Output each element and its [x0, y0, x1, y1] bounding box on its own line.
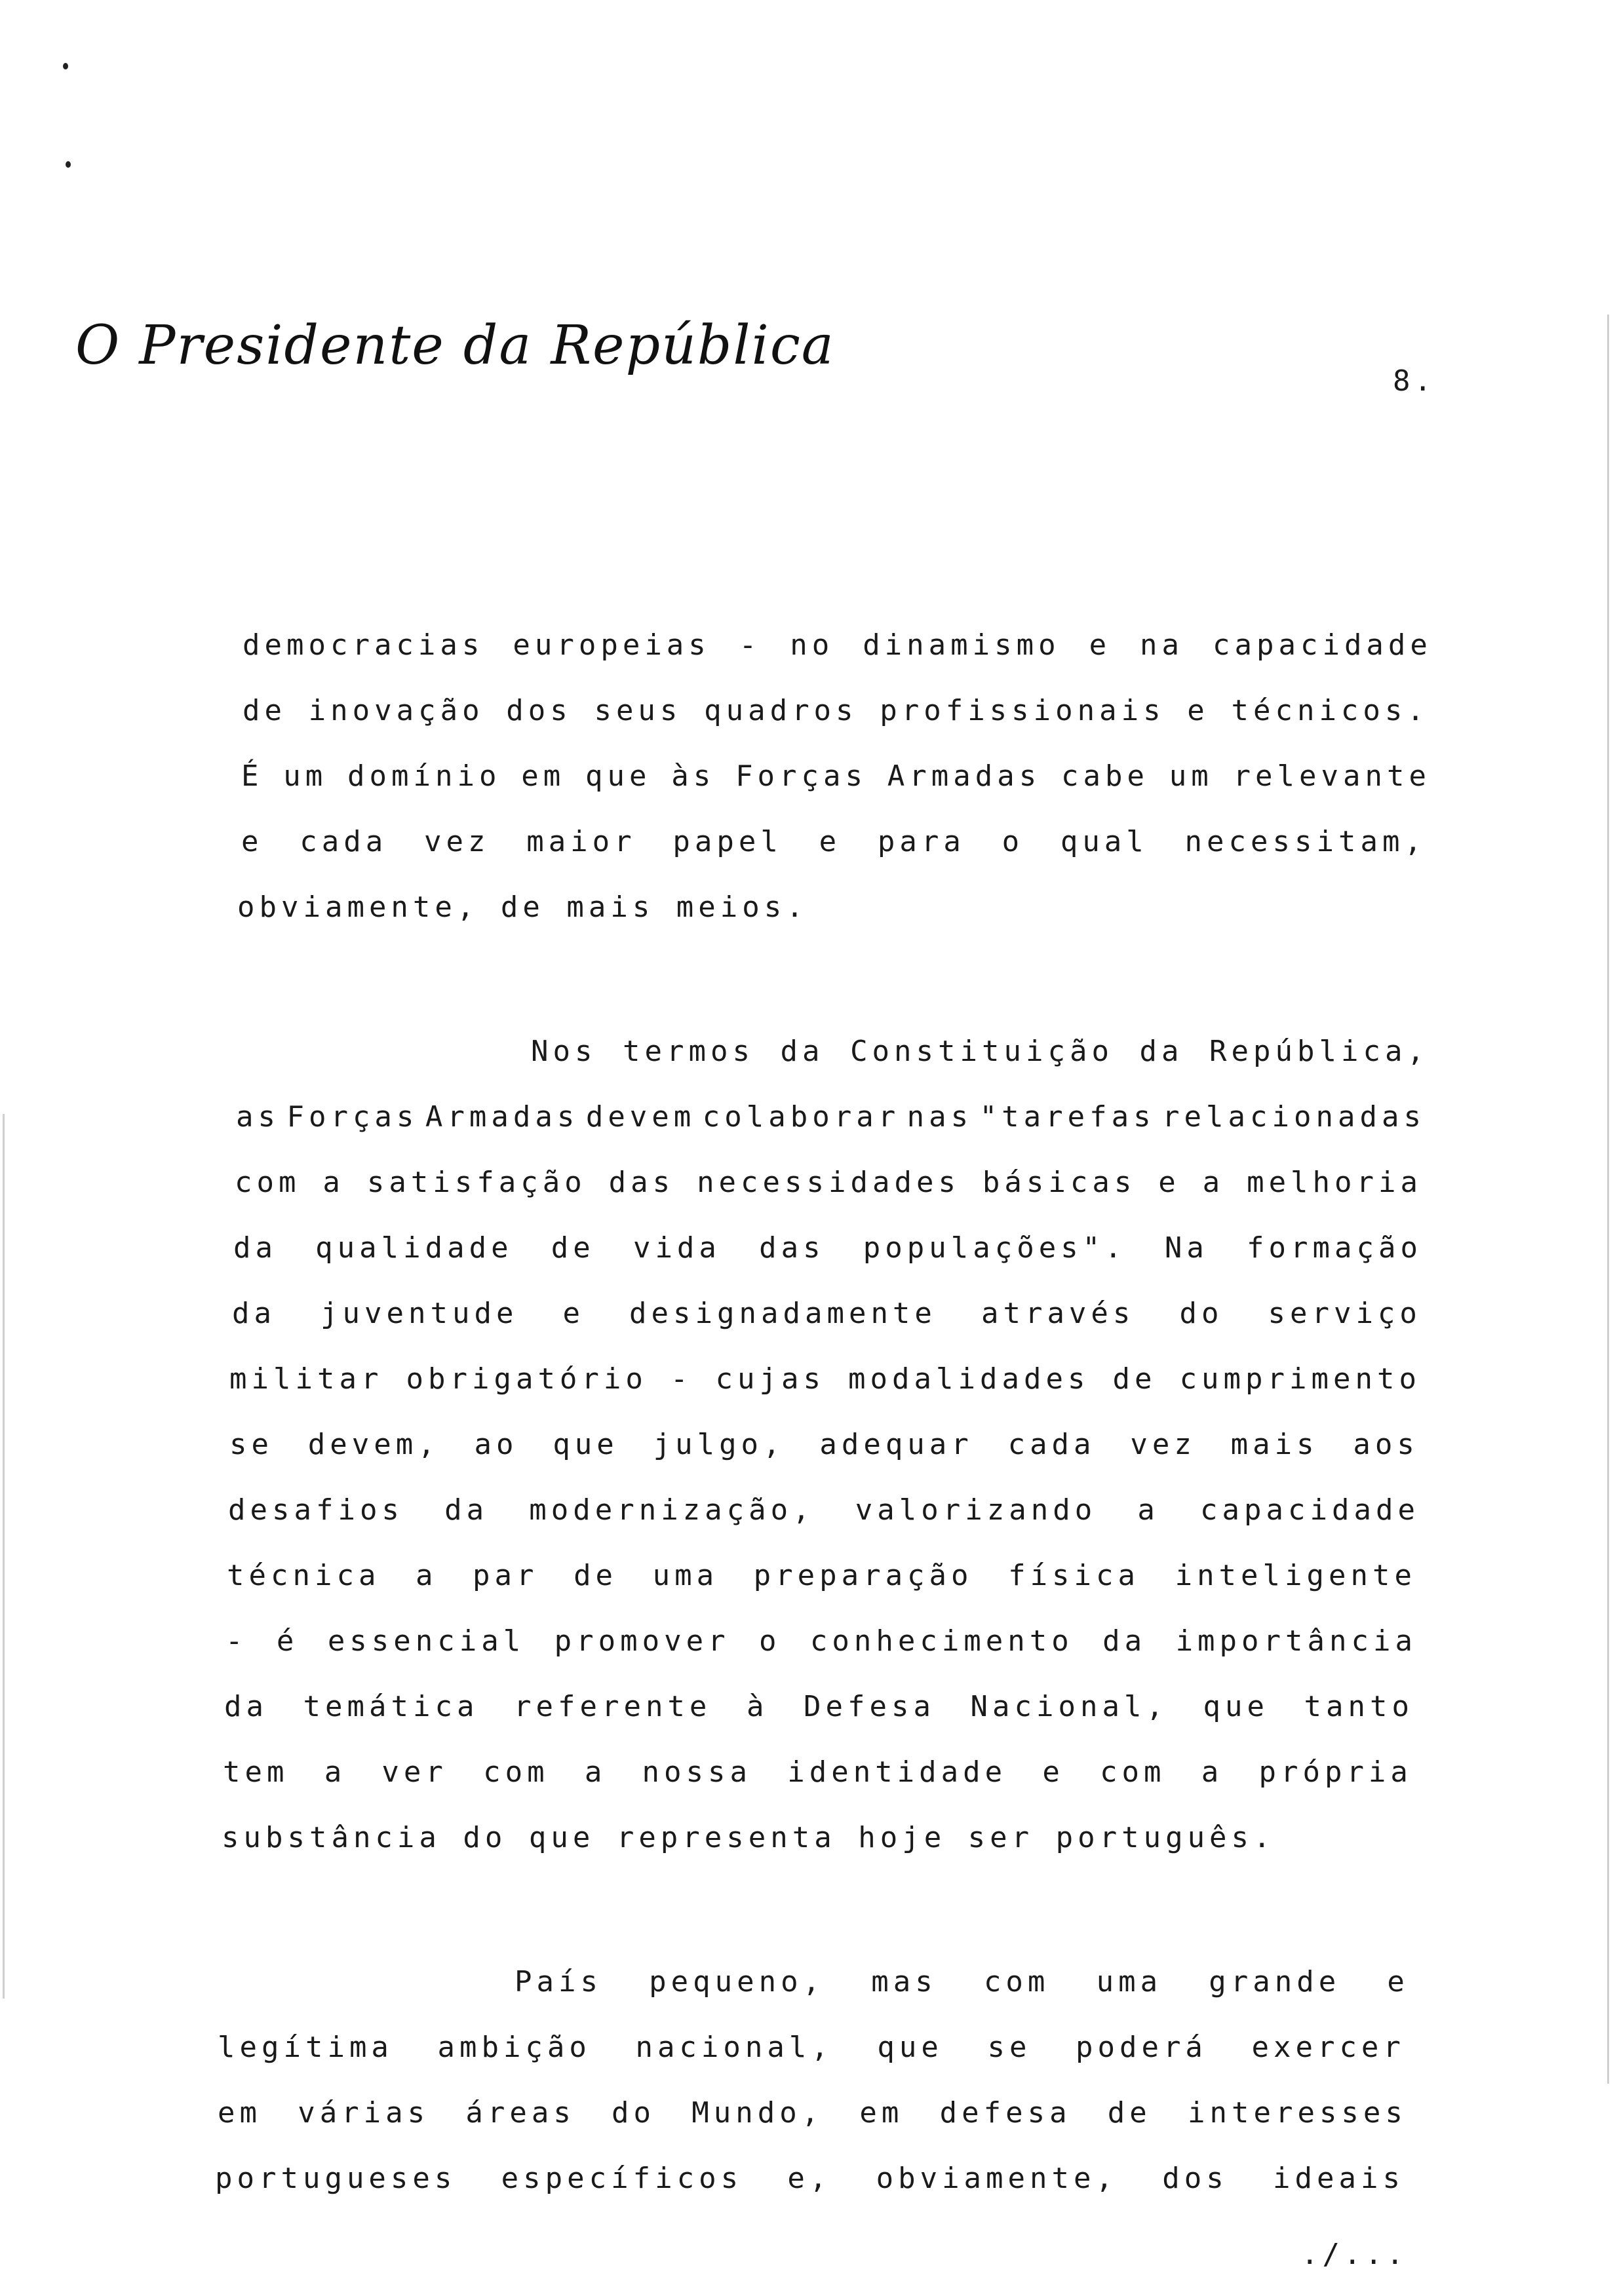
- word: desafios: [228, 1493, 404, 1527]
- word: a: [584, 1755, 607, 1789]
- word: as: [236, 1100, 280, 1134]
- text-line: obviamente, de mais meios.: [237, 890, 808, 924]
- word: par: [473, 1559, 539, 1592]
- word: nacional,: [635, 2031, 833, 2064]
- word: tem: [223, 1755, 289, 1789]
- word: É: [241, 759, 263, 793]
- word: à: [746, 1690, 769, 1723]
- word: a: [1201, 1755, 1224, 1789]
- word: Forças: [286, 1100, 419, 1134]
- word: às: [671, 759, 716, 793]
- text-line: [225, 1622, 1417, 1661]
- word: e: [1158, 1166, 1180, 1199]
- text-line: [531, 1032, 1429, 1071]
- word: importância: [1175, 1624, 1417, 1658]
- word: técnica: [227, 1559, 381, 1592]
- text-line: [241, 822, 1426, 862]
- word: -: [225, 1624, 248, 1658]
- word: a: [324, 1755, 347, 1789]
- word: própria: [1258, 1755, 1412, 1789]
- word: com: [483, 1755, 549, 1789]
- word: identidade: [787, 1755, 1007, 1789]
- word: devem,: [307, 1428, 440, 1461]
- text-line: [218, 2094, 1407, 2133]
- word: tanto: [1304, 1690, 1414, 1723]
- word: Constituição: [850, 1035, 1114, 1068]
- text-line: [223, 1753, 1412, 1792]
- word: obviamente,: [876, 2162, 1118, 2195]
- word: dos: [1162, 2162, 1228, 2195]
- word: necessitam,: [1184, 825, 1426, 858]
- word: temática: [303, 1690, 479, 1723]
- word: em: [218, 2096, 262, 2130]
- word: na: [1140, 628, 1184, 662]
- word: e: [1089, 628, 1112, 662]
- word: relevante: [1233, 759, 1431, 793]
- word: julgo,: [653, 1428, 785, 1461]
- text-line: [232, 1294, 1422, 1333]
- word: em: [859, 2096, 904, 2130]
- word: da: [1102, 1624, 1147, 1658]
- word: um: [283, 759, 328, 793]
- text-line: [215, 2159, 1405, 2198]
- text-line: [229, 1425, 1419, 1464]
- word: áreas: [465, 2096, 575, 2130]
- page-number: 8.: [1393, 364, 1435, 398]
- word: relacionadas: [1162, 1100, 1426, 1134]
- word: defesa: [939, 2096, 1072, 2130]
- word: designadamente: [629, 1297, 937, 1330]
- word: cada: [300, 825, 388, 858]
- word: seus: [594, 694, 682, 727]
- word: formação: [1247, 1231, 1422, 1265]
- word: da: [1139, 1035, 1184, 1068]
- word: cabe: [1061, 759, 1149, 793]
- word: em: [521, 759, 566, 793]
- word: serviço: [1268, 1297, 1422, 1330]
- word: e: [562, 1297, 585, 1330]
- word: europeias: [513, 628, 710, 662]
- word: domínio: [347, 759, 501, 793]
- word: colaborar: [702, 1100, 901, 1134]
- word: com: [1100, 1755, 1166, 1789]
- word: da: [233, 1231, 277, 1265]
- margin-mark: [66, 161, 71, 168]
- word: maior: [526, 825, 636, 858]
- word: nas: [906, 1100, 973, 1134]
- word: Forças: [735, 759, 868, 793]
- word: satisfação: [366, 1166, 587, 1199]
- text-line: [235, 1163, 1422, 1202]
- word: legítima: [218, 2031, 393, 2064]
- scan-edge-line: [3, 1114, 5, 1999]
- word: é: [276, 1624, 299, 1658]
- word: necessidades: [697, 1166, 960, 1199]
- word: interesses: [1188, 2096, 1407, 2130]
- word: exercer: [1251, 2031, 1405, 2064]
- word: referente: [514, 1690, 712, 1723]
- scan-edge-line: [1607, 315, 1609, 2084]
- word: das: [759, 1231, 825, 1265]
- word: nossa: [642, 1755, 752, 1789]
- word: técnicos.: [1231, 694, 1429, 727]
- word: a: [415, 1559, 438, 1592]
- text-line: [218, 2028, 1405, 2067]
- word: se: [987, 2031, 1032, 2064]
- text-line: [241, 757, 1431, 796]
- word: a: [1202, 1166, 1225, 1199]
- word: Na: [1164, 1231, 1209, 1265]
- word: a: [1137, 1493, 1159, 1527]
- word: uma: [652, 1559, 719, 1592]
- word: inteligente: [1175, 1559, 1416, 1592]
- text-line: [243, 626, 1432, 665]
- word: de: [574, 1559, 618, 1592]
- word: termos: [623, 1035, 754, 1068]
- word: modalidades: [848, 1362, 1090, 1396]
- word: vez: [423, 825, 490, 858]
- word: -: [739, 628, 762, 662]
- word: militar: [229, 1362, 383, 1396]
- word: essencial: [327, 1624, 526, 1658]
- word: cumprimento: [1179, 1362, 1421, 1396]
- word: que: [553, 1428, 619, 1461]
- word: portugueses: [215, 2162, 457, 2195]
- word: de: [1107, 2096, 1152, 2130]
- word: valorizando: [855, 1493, 1097, 1527]
- word: profissionais: [880, 694, 1165, 727]
- word: e: [241, 825, 263, 858]
- word: dos: [506, 694, 572, 727]
- word: papel: [672, 825, 783, 858]
- word: República,: [1209, 1035, 1429, 1068]
- word: capacidade: [1200, 1493, 1420, 1527]
- word: ideais: [1273, 2162, 1405, 2195]
- word: -: [670, 1362, 693, 1396]
- word: da: [444, 1493, 489, 1527]
- word: e: [1387, 1965, 1409, 1999]
- word: específicos: [501, 2162, 743, 2195]
- text-line: [228, 1491, 1420, 1530]
- word: no: [790, 628, 834, 662]
- word: do: [1179, 1297, 1224, 1330]
- text-line: [229, 1360, 1421, 1399]
- continuation-mark: ./...: [1301, 2238, 1408, 2271]
- text-line: [227, 1556, 1416, 1596]
- word: mas: [871, 1965, 937, 1999]
- word: Defesa: [804, 1690, 935, 1723]
- word: a: [322, 1166, 345, 1199]
- word: promover: [554, 1624, 730, 1658]
- word: da: [232, 1297, 276, 1330]
- word: para: [877, 825, 965, 858]
- word: dinamismo: [863, 628, 1060, 662]
- text-line: [224, 1687, 1414, 1727]
- word: modernização,: [529, 1493, 815, 1527]
- word: de: [1112, 1362, 1157, 1396]
- word: preparação: [753, 1559, 973, 1592]
- word: da: [780, 1035, 825, 1068]
- word: populações".: [863, 1231, 1127, 1265]
- word: que: [585, 759, 652, 793]
- word: obrigatório: [406, 1362, 648, 1396]
- word: e: [1187, 694, 1209, 727]
- text-line: [233, 1229, 1422, 1268]
- word: o: [758, 1624, 781, 1658]
- margin-mark: [63, 63, 68, 69]
- word: ao: [474, 1428, 518, 1461]
- word: adequar: [819, 1428, 973, 1461]
- word: "tarefas: [979, 1100, 1156, 1134]
- word: com: [235, 1166, 301, 1199]
- word: da: [224, 1690, 268, 1723]
- word: melhoria: [1247, 1166, 1422, 1199]
- word: Mundo,: [691, 2096, 824, 2130]
- word: inovação: [308, 694, 484, 727]
- word: Armadas: [887, 759, 1041, 793]
- word: ambição: [437, 2031, 591, 2064]
- word: País: [515, 1965, 602, 1999]
- word: e: [1042, 1755, 1064, 1789]
- word: várias: [298, 2096, 430, 2130]
- word: democracias: [243, 628, 484, 662]
- word: qualidade: [315, 1231, 513, 1265]
- word: aos: [1353, 1428, 1419, 1461]
- word: mais: [1230, 1428, 1319, 1461]
- word: e: [819, 825, 842, 858]
- word: conhecimento: [809, 1624, 1074, 1658]
- word: o: [1002, 825, 1024, 858]
- word: qual: [1060, 825, 1148, 858]
- word: Nos: [531, 1035, 597, 1068]
- text-line: substância do que representa hoje ser português.: [222, 1821, 1275, 1854]
- word: poderá: [1075, 2031, 1207, 2064]
- word: juventude: [321, 1297, 518, 1330]
- word: devem: [585, 1100, 696, 1134]
- word: quadros: [704, 694, 858, 727]
- text-line: [243, 691, 1429, 731]
- word: que: [877, 2031, 943, 2064]
- word: ver: [381, 1755, 448, 1789]
- word: vida: [632, 1231, 721, 1265]
- letterhead: O Presidente da República: [75, 315, 835, 377]
- word: cujas: [715, 1362, 825, 1396]
- word: com: [983, 1965, 1050, 1999]
- word: física: [1008, 1559, 1140, 1592]
- word: cada: [1007, 1428, 1096, 1461]
- word: do: [612, 2096, 656, 2130]
- text-line: [515, 1962, 1409, 2002]
- word: vez: [1130, 1428, 1196, 1461]
- word: capacidade: [1213, 628, 1432, 662]
- word: Armadas: [425, 1100, 579, 1134]
- text-line: [236, 1098, 1426, 1137]
- word: se: [229, 1428, 273, 1461]
- word: básicas: [982, 1166, 1137, 1199]
- word: pequeno,: [649, 1965, 825, 1999]
- word: uma: [1096, 1965, 1163, 1999]
- word: um: [1169, 759, 1213, 793]
- word: das: [608, 1166, 675, 1199]
- word: Nacional,: [970, 1690, 1168, 1723]
- word: através: [981, 1297, 1135, 1330]
- word: e,: [787, 2162, 832, 2195]
- word: grande: [1209, 1965, 1341, 1999]
- word: que: [1203, 1690, 1269, 1723]
- word: de: [243, 694, 286, 727]
- word: de: [551, 1231, 595, 1265]
